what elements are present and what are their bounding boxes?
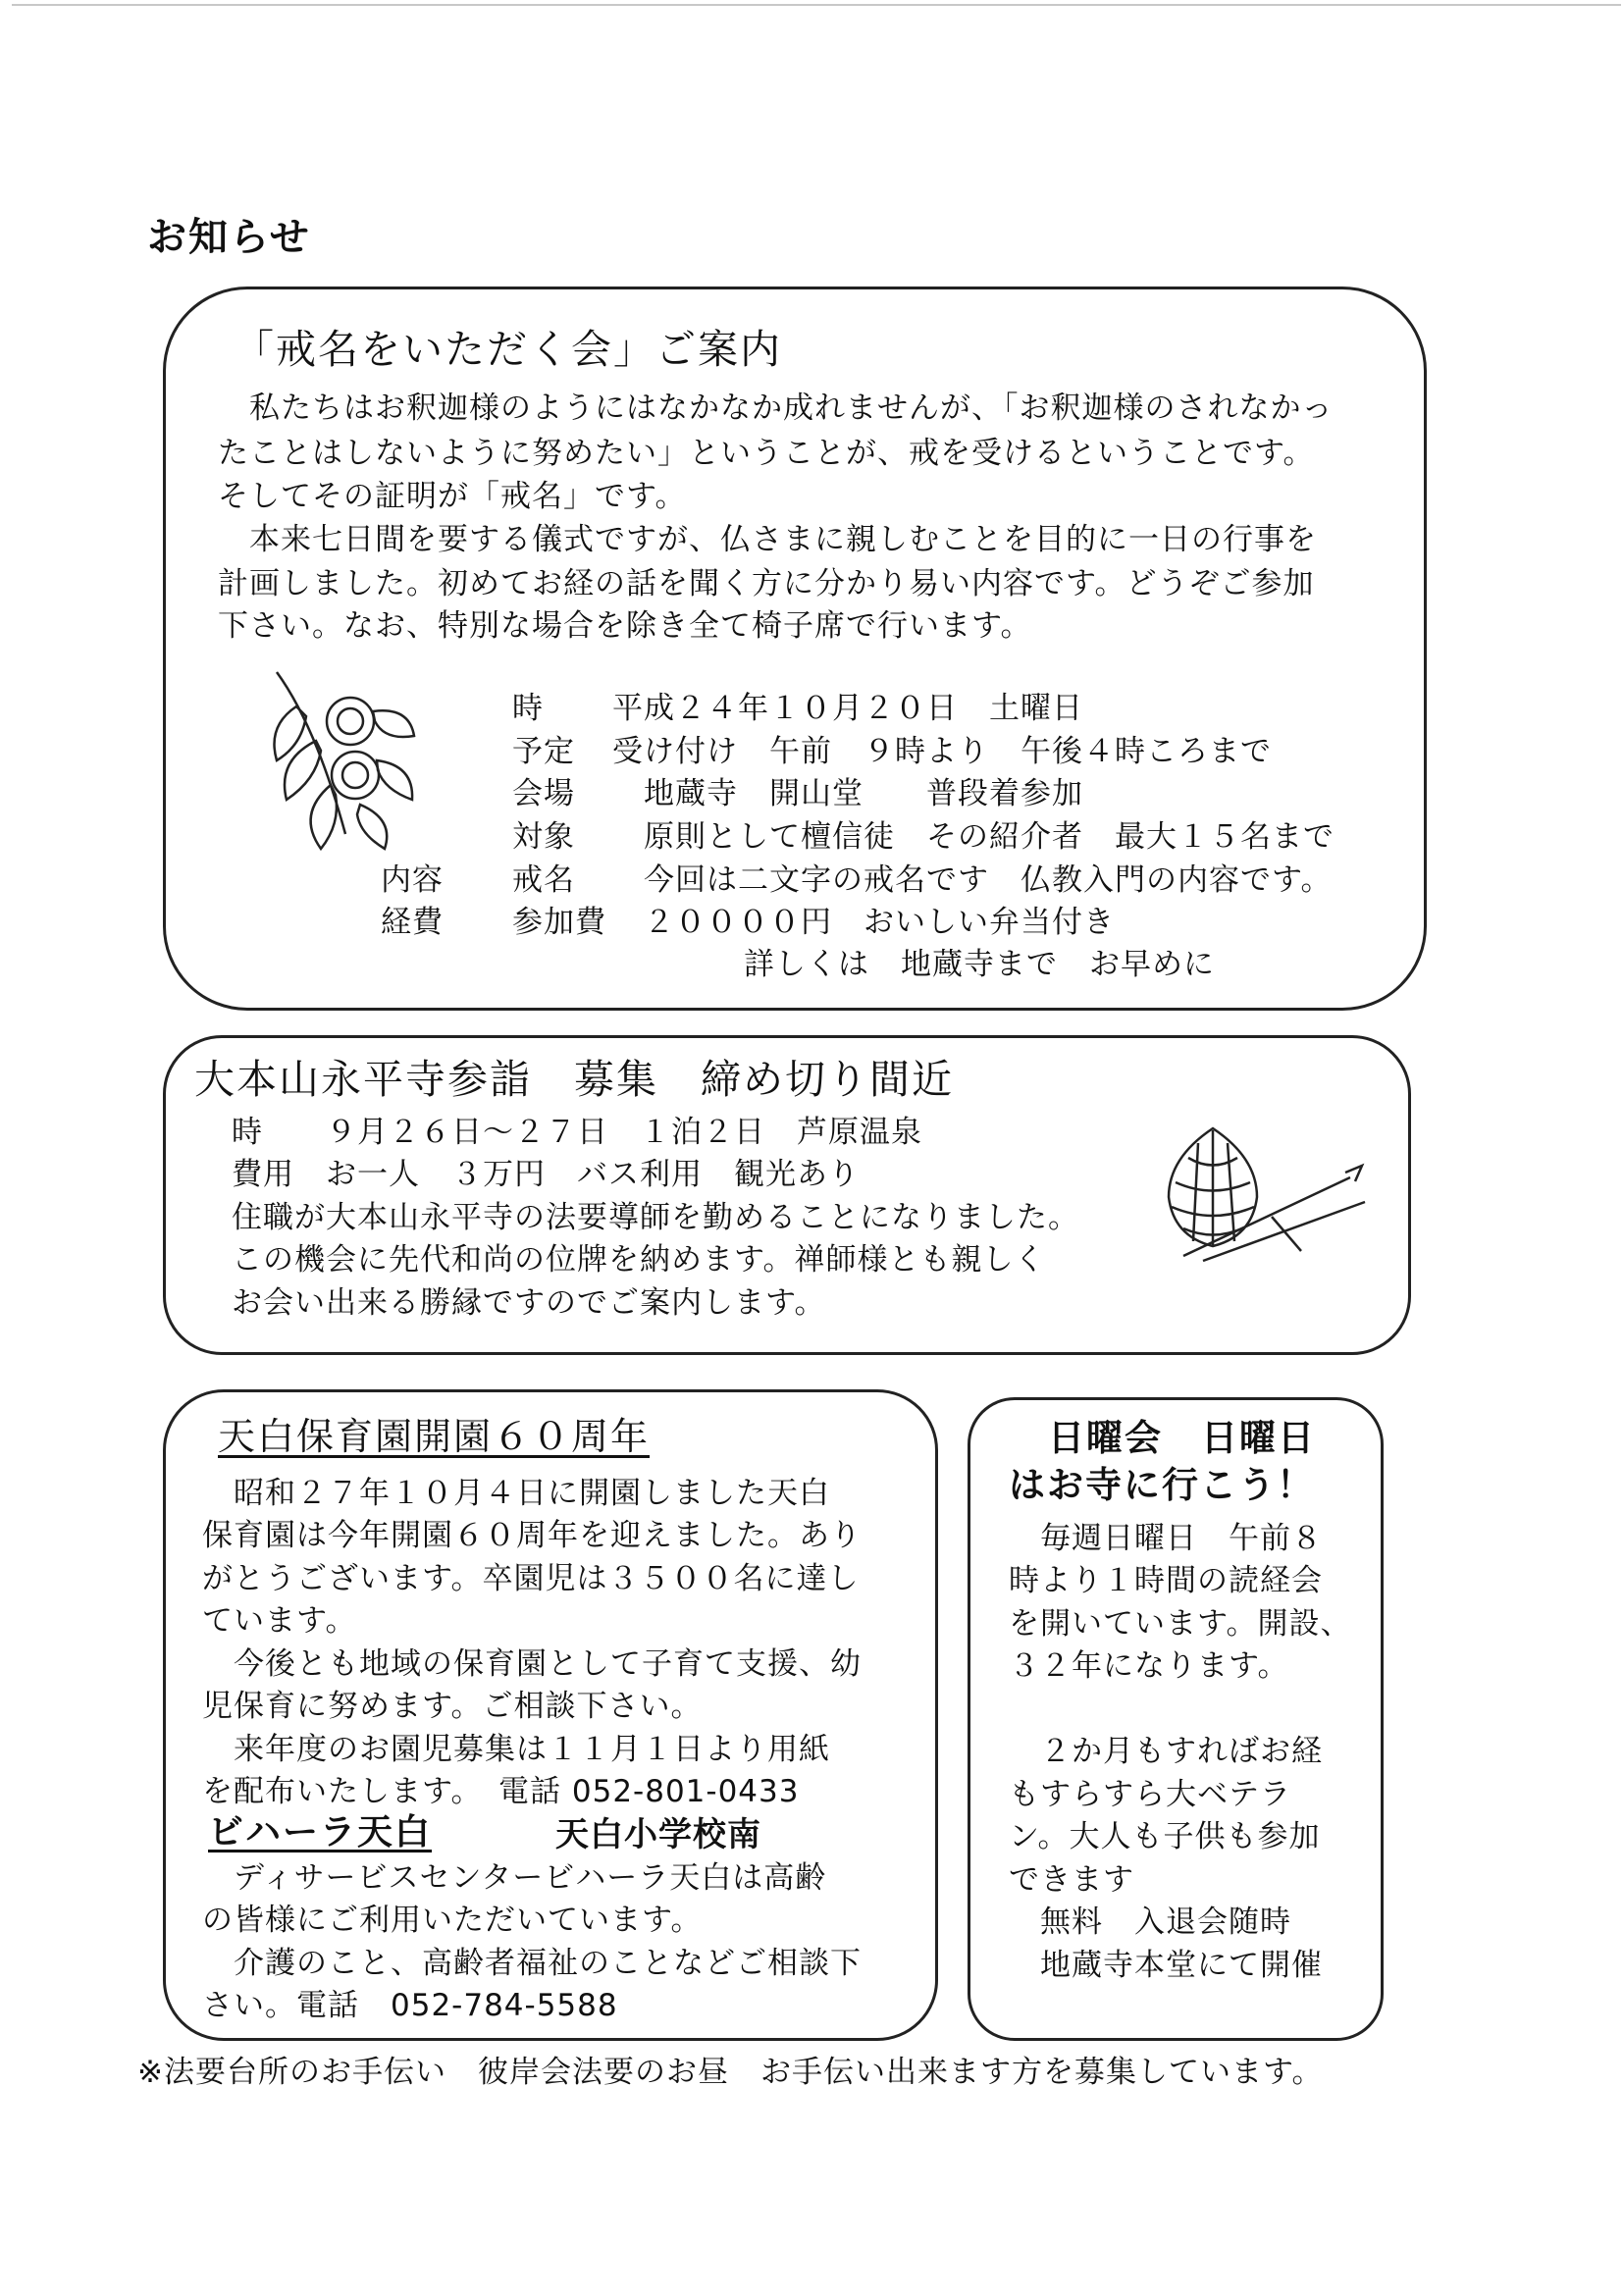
nichiyokai-line-6: ２か月もすればお経 xyxy=(1009,1734,1323,1769)
kaimyo-row-date-value: 平成２４年１０月２０日 土曜日 xyxy=(612,691,1083,726)
hoikuen-line-1: 昭和２７年１０月４日に開園しました天白 xyxy=(202,1476,830,1511)
kaimyo-row-cost-sub: 参加費 xyxy=(512,905,606,940)
nichiyokai-line-7: もすらすら大ベテラ xyxy=(1009,1777,1291,1812)
eiheiji-line-1: 時 ９月２６日～２７日 １泊２日 芦原温泉 xyxy=(232,1115,922,1150)
kaimyo-row-cost-value: ２００００円 おいしい弁当付き xyxy=(644,905,1115,940)
vihara-location: 天白小学校南 xyxy=(555,1815,761,1854)
nichiyokai-line-4: ３２年になります。 xyxy=(1009,1648,1289,1684)
nichiyokai-line-3: を開いています。開設、 xyxy=(1009,1606,1352,1642)
kaimyo-para-1: 私たちはお釈迦様のようにはなかなか成れませんが、「お釈迦様のされなかっ xyxy=(218,391,1334,426)
vihara-line-1: ディサービスセンタービハーラ天白は高齢 xyxy=(202,1860,827,1896)
hoikuen-heading: 天白保育園開園６０周年 xyxy=(218,1415,651,1458)
vihara-line-4: さい。電話 052-784-5588 xyxy=(202,1988,618,2023)
nichiyokai-line-9: できます xyxy=(1009,1862,1134,1898)
kaimyo-row-content-label: 内容 xyxy=(381,862,444,898)
hoikuen-line-4: ています。 xyxy=(202,1603,357,1639)
chestnut-branch-icon xyxy=(257,667,424,854)
kaimyo-row-target-value: 原則として檀信徒 その紹介者 最大１５名まで xyxy=(644,819,1335,855)
kaimyo-row-schedule-value: 受け付け 午前 ９時より 午後４時ころまで xyxy=(612,734,1272,769)
hoikuen-line-8: を配布いたします。 電話 052-801-0433 xyxy=(202,1774,800,1809)
eiheiji-line-2: 費用 お一人 ３万円 バス利用 観光あり xyxy=(232,1157,860,1192)
nichiyokai-line-8: ン。大人も子供も参加 xyxy=(1009,1819,1321,1854)
kaimyo-heading: 「戒名をいただく会」ご案内 xyxy=(234,326,782,373)
nichiyokai-line-11: 地蔵寺本堂にて開催 xyxy=(1009,1948,1323,1983)
nichiyokai-heading-1: 日曜会 日曜日 xyxy=(1048,1417,1316,1459)
pine-cone-icon xyxy=(1154,1119,1370,1266)
eiheiji-line-5: お会い出来る勝縁ですのでご案内します。 xyxy=(232,1285,826,1321)
kaimyo-row-target-label: 対象 xyxy=(512,819,575,855)
hoikuen-line-7: 来年度のお園児募集は１１月１日より用紙 xyxy=(202,1732,830,1767)
vihara-line-2: の皆様にご利用いただいています。 xyxy=(202,1903,703,1938)
kaimyo-row-content-value: 今回は二文字の戒名です 仏教入門の内容です。 xyxy=(644,862,1333,898)
nichiyokai-line-2: 時より１時間の読経会 xyxy=(1009,1563,1323,1598)
nichiyokai-line-1: 毎週日曜日 午前８ xyxy=(1009,1521,1323,1556)
kaimyo-para-5: 計画しました。初めてお経の話を聞く方に分かり易い内容です。どうぞご参加 xyxy=(218,566,1315,601)
kaimyo-row-venue-value: 地蔵寺 開山堂 普段着参加 xyxy=(644,776,1083,811)
nichiyokai-heading-2: はお寺に行こう！ xyxy=(1009,1464,1315,1506)
kaimyo-para-3: そしてその証明が「戒名」です。 xyxy=(218,479,687,514)
kaimyo-para-2: たことはしないように努めたい」ということが、戒を受けるということです。 xyxy=(218,436,1315,471)
vihara-heading: ビハーラ天白 xyxy=(208,1812,433,1852)
hoikuen-line-2: 保育園は今年開園６０周年を迎えました。あり xyxy=(202,1518,862,1553)
eiheiji-line-4: この機会に先代和尚の位牌を納めます。禅師様とも親しく xyxy=(232,1242,1046,1278)
eiheiji-heading: 大本山永平寺参詣 募集 締め切り間近 xyxy=(194,1056,954,1103)
kaimyo-row-cost-label: 経費 xyxy=(381,905,444,940)
hoikuen-line-3: がとうございます。卒園児は３５００名に達し xyxy=(202,1561,860,1596)
page-title: お知らせ xyxy=(147,215,311,260)
hoikuen-line-5: 今後とも地域の保育園として子育て支援、幼 xyxy=(202,1646,862,1682)
hoikuen-line-6: 児保育に努めます。ご相談下さい。 xyxy=(202,1689,703,1724)
kaimyo-row-venue-label: 会場 xyxy=(512,776,575,811)
kaimyo-row-content-sub: 戒名 xyxy=(512,862,575,898)
kaimyo-row-schedule-label: 予定 xyxy=(512,734,575,769)
eiheiji-line-3: 住職が大本山永平寺の法要導師を勤めることになりました。 xyxy=(232,1200,1079,1235)
footer-note: ※法要台所のお手伝い 彼岸会法要のお昼 お手伝い出来ます方を募集しています。 xyxy=(137,2055,1324,2090)
top-rule xyxy=(12,4,1621,6)
kaimyo-para-4: 本来七日間を要する儀式ですが、仏さまに親しむことを目的に一日の行事を xyxy=(218,522,1317,557)
vihara-line-3: 介護のこと、高齢者福祉のことなどご相談下 xyxy=(202,1946,862,1981)
kaimyo-footer: 詳しくは 地蔵寺まで お早めに xyxy=(744,947,1215,982)
kaimyo-row-date-label: 時 xyxy=(512,691,544,726)
nichiyokai-line-10: 無料 入退会随時 xyxy=(1009,1905,1291,1940)
kaimyo-para-6: 下さい。なお、特別な場合を除き全て椅子席で行います。 xyxy=(218,608,1032,644)
